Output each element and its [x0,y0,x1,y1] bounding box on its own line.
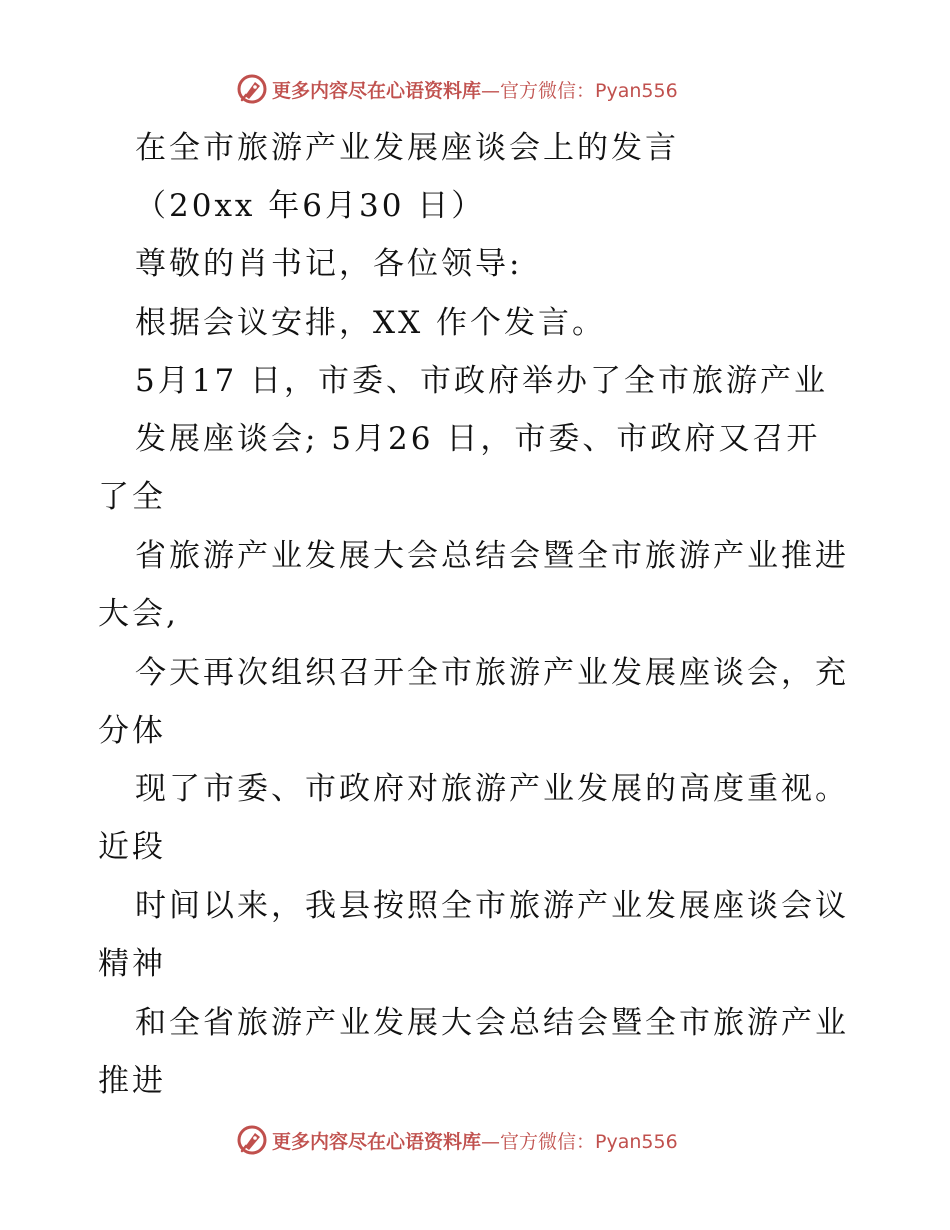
document-title: 在全市旅游产业发展座谈会上的发言 [135,130,679,166]
paragraph-line: 近段 [98,829,166,865]
paragraph-line: 大会, [98,596,179,632]
paragraph-line: 5月17 日，市委、市政府举办了全市旅游产业 [135,363,829,399]
header-wechat-id: Pyan556 [595,79,678,102]
footer-banner-text [272,1127,678,1154]
document-date: （20xx 年6月30 日） [135,188,486,224]
footer-separator: — [481,1130,501,1153]
paragraph-line: 精神 [98,946,166,982]
paragraph-line: 根据会议安排，XX 作个发言。 [135,305,606,341]
paragraph-line: 发展座谈会; 5月26 日，市委、市政府又召开 [135,421,821,457]
pen-nib-logo-icon [236,1124,268,1156]
paragraph-line: 推进 [98,1063,166,1099]
header-wechat-label: 官方微信： [500,79,596,102]
paragraph-line: 今天再次组织召开全市旅游产业发展座谈会，充 [135,655,849,691]
paragraph-line: 和全省旅游产业发展大会总结会暨全市旅游产业 [135,1005,849,1041]
paragraph-line: 时间以来，我县按照全市旅游产业发展座谈会议 [135,888,849,924]
salutation: 尊敬的肖书记，各位领导: [135,246,523,282]
footer-wechat-id: Pyan556 [595,1130,678,1153]
header-separator: — [481,79,501,102]
footer-wechat-label: 官方微信： [500,1130,596,1153]
paragraph-line: 省旅游产业发展大会总结会暨全市旅游产业推进 [135,538,849,574]
footer-banner [236,1123,678,1157]
header-site-text: 更多内容尽在心语资料库 [272,79,482,102]
paragraph-line: 了全 [98,479,166,515]
paragraph-line: 现了市委、市政府对旅游产业发展的高度重视。 [135,771,849,807]
paragraph-line: 分体 [98,713,166,749]
footer-site-text: 更多内容尽在心语资料库 [272,1130,482,1153]
